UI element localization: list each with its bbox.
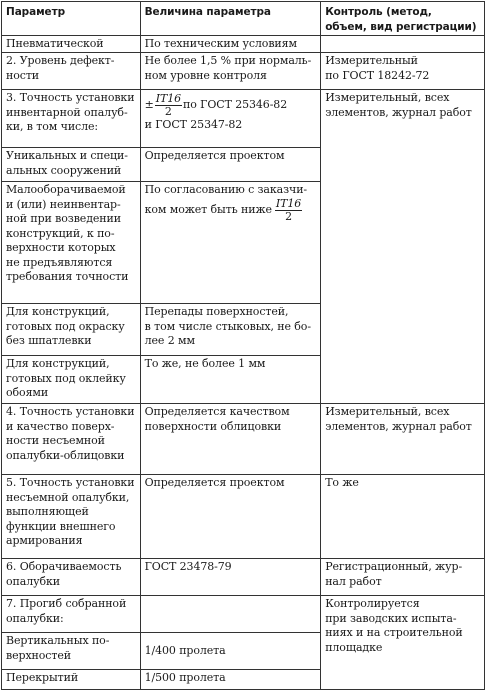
param-cell: 2. Уровень дефект- ности <box>2 53 141 90</box>
param-cell: 5. Точность установки несъемной опалубки, выполняющей функции внешнего армирования <box>2 475 141 559</box>
value-cell: Определяется проектом <box>140 148 321 182</box>
value-cell: 1/500 пролета <box>140 670 321 690</box>
header-control: Контроль (метод, объем, вид регистрации) <box>321 2 485 36</box>
control-cell <box>321 304 485 356</box>
value-cell: Определяется проектом <box>140 475 321 559</box>
table-row <box>2 182 485 304</box>
table-row <box>2 356 485 404</box>
control-cell: Измерительный, всех элементов, журнал работ <box>321 90 485 148</box>
param-cell: 3. Точность установки инвентарной опалуб- ки, в том числе: <box>2 90 141 148</box>
param-cell: 6. Оборачиваемость опалубки <box>2 559 141 596</box>
control-cell: Регистрационный, жур- нал работ <box>321 559 485 596</box>
value-cell: Определяется качеством поверхности облицовки <box>140 404 321 475</box>
control-cell: Измерительный по ГОСТ 18242-72 <box>321 53 485 90</box>
param-cell: Вертикальных по- верхностей <box>2 633 141 670</box>
header-value: Величина параметра <box>140 2 321 36</box>
header-parameter: Параметр <box>2 2 141 36</box>
table-row <box>2 53 485 90</box>
control-cell <box>321 182 485 304</box>
table-header-row <box>2 2 485 36</box>
plus-minus-sign: ± <box>144 98 154 112</box>
value-cell <box>140 596 321 633</box>
table-row <box>2 148 485 182</box>
param-cell: 7. Прогиб собранной опалубки: <box>2 596 141 633</box>
parameters-table <box>1 1 485 690</box>
param-cell: 4. Точность установки и качество поверх- ности несъемной опалубки-облицовки <box>2 404 141 475</box>
table-row <box>2 559 485 596</box>
param-cell: Для конструкций, готовых под окраску без шпатлевки <box>2 304 141 356</box>
table-row <box>2 304 485 356</box>
value-cell: Не более 1,5 % при нормаль- ном уровне контроля <box>140 53 321 90</box>
param-cell: Малооборачиваемой и (или) неинвентар- ной при возведении конструкций, к по- верхности которых не предъявляются требования точности <box>2 182 141 304</box>
param-cell: Перекрытий <box>2 670 141 690</box>
control-cell: То же <box>321 475 485 559</box>
table-row <box>2 36 485 53</box>
value-cell: По техническим условиям <box>140 36 321 53</box>
value-cell: ± $\frac{IT16}{2}$ по ГОСТ 25346-82 и ГОСТ 25347-82 <box>140 90 321 148</box>
control-cell <box>321 36 485 53</box>
value-cell: 1/400 пролета <box>140 633 321 670</box>
table-row <box>2 404 485 475</box>
param-cell: Пневматической <box>2 36 141 53</box>
control-cell: Измерительный, всех элементов, журнал работ <box>321 404 485 475</box>
control-cell: Контролируется при заводских испыта- ниях и на строительной площадке <box>321 596 485 690</box>
tolerance-fraction: $\frac{IT16}{2}$ <box>275 196 302 223</box>
value-cell: Перепады поверхностей, в том числе стыковых, не бо- лее 2 мм <box>140 304 321 356</box>
table-row <box>2 90 485 148</box>
control-cell <box>321 148 485 182</box>
value-cell: По согласованию с заказчи- ком может быть ниже $\frac{IT16}{2}$ <box>140 182 321 304</box>
table-row <box>2 475 485 559</box>
param-cell: Для конструкций, готовых под оклейку обоями <box>2 356 141 404</box>
table-row <box>2 596 485 633</box>
value-cell: ГОСТ 23478-79 <box>140 559 321 596</box>
param-cell: Уникальных и специ- альных сооружений <box>2 148 141 182</box>
value-cell: То же, не более 1 мм <box>140 356 321 404</box>
tolerance-fraction: $\frac{IT16}{2}$ <box>155 92 181 118</box>
control-cell <box>321 356 485 404</box>
